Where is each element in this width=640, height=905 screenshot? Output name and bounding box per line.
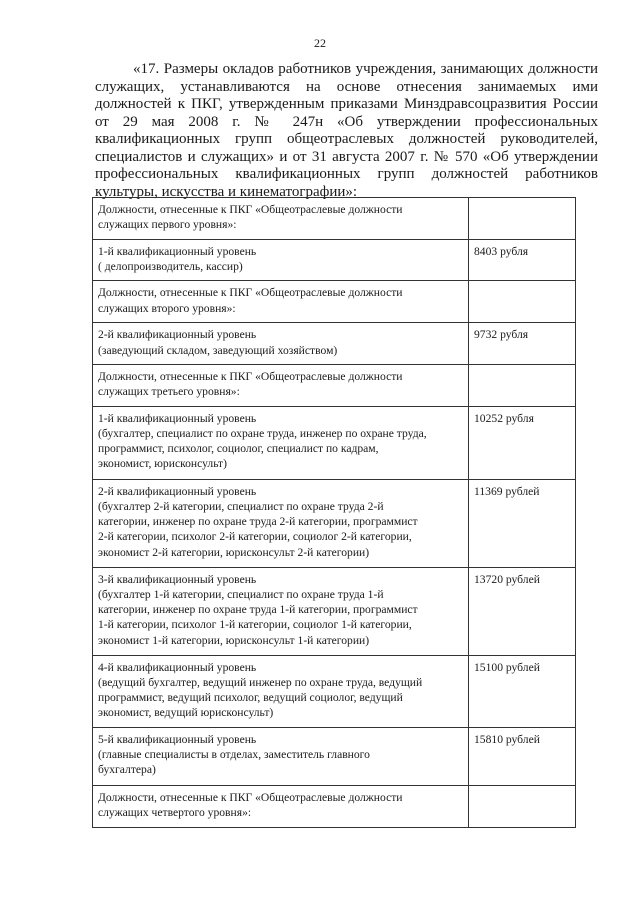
cell-line: (ведущий бухгалтер, ведущий инженер по охране труда, ведущий bbox=[98, 676, 423, 690]
cell-line: (главные специалисты в отделах, заместитель главного bbox=[98, 747, 370, 761]
cell-line: 4-й квалификационный уровень bbox=[98, 660, 257, 674]
cell-line: Должности, отнесенные к ПКГ «Общеотраслевые должности bbox=[98, 203, 403, 216]
salary-cell: 15100 рублей bbox=[469, 655, 576, 727]
salary-cell bbox=[469, 364, 576, 406]
position-cell bbox=[93, 281, 469, 323]
table-row bbox=[93, 406, 576, 479]
salary-cell: 15810 рублей bbox=[469, 727, 576, 785]
cell-line: служащих первого уровня»: bbox=[98, 218, 237, 232]
cell-line: 1-й категории, психолог 1-й категории, социолог 1-й категории, bbox=[98, 618, 412, 632]
cell-line: 2-й квалификационный уровень bbox=[98, 328, 257, 342]
salary-cell: 9732 рубля bbox=[469, 323, 576, 364]
cell-line: экономист, ведущий юрисконсульт) bbox=[98, 706, 274, 720]
table-row bbox=[93, 364, 576, 406]
cell-line: 3-й квалификационный уровень bbox=[98, 572, 257, 586]
salary-table bbox=[92, 197, 576, 828]
cell-line: экономист 1-й категории, юрисконсульт 1-й категории) bbox=[98, 633, 370, 647]
table-row bbox=[93, 281, 576, 323]
cell-line: 2-й категории, психолог 2-й категории, социолог 2-й категории, bbox=[98, 530, 412, 544]
cell-line: Должности, отнесенные к ПКГ «Общеотраслевые должности bbox=[98, 286, 403, 300]
cell-line: (бухгалтер 1-й категории, специалист по охране труда 1-й bbox=[98, 588, 384, 602]
cell-line: Должности, отнесенные к ПКГ «Общеотраслевые должности bbox=[98, 369, 403, 383]
position-cell bbox=[93, 727, 469, 785]
position-cell bbox=[93, 479, 469, 567]
salary-cell bbox=[469, 785, 576, 827]
position-cell bbox=[93, 655, 469, 727]
intro-paragraph bbox=[95, 61, 598, 201]
cell-line: служащих третьего уровня»: bbox=[98, 385, 240, 399]
salary-cell: 10252 рубля bbox=[469, 406, 576, 479]
position-cell bbox=[93, 323, 469, 364]
table-row bbox=[93, 198, 576, 240]
table-row bbox=[93, 655, 576, 727]
position-cell bbox=[93, 406, 469, 479]
cell-line: 2-й квалификационный уровень bbox=[98, 484, 257, 498]
table-row bbox=[93, 567, 576, 655]
salary-cell: 11369 рублей bbox=[469, 479, 576, 567]
cell-line: (бухгалтер, специалист по охране труда, инженер по охране труда, bbox=[98, 427, 427, 441]
cell-line: категории, инженер по охране труда 1-й категории, программист bbox=[98, 603, 418, 617]
cell-line: экономист, юрисконсульт) bbox=[98, 457, 227, 471]
page-number: 22 bbox=[314, 36, 326, 50]
position-cell bbox=[93, 785, 469, 827]
table-row bbox=[93, 323, 576, 364]
cell-line: ( делопроизводитель, кассир) bbox=[98, 260, 243, 274]
table-row bbox=[93, 785, 576, 827]
cell-line: 5-й квалификационный уровень bbox=[98, 732, 257, 746]
intro-text: «17. Размеры окладов работников учреждения, занимающих должности служащих, устанавливаются на основе отнесения занимаемых ими должностей к ПКГ, утвержденным приказами Минздравсоцразвития России от 29 мая 2008 г. № 247н «Об утверждении профессиональных квалификационных групп общеотраслевых должностей руководителей, специалистов и служащих» и от 31 августа 2007 г. № 570 «Об утверждении профессиональных квалификационных групп должностей работников культуры, искусства и кинематографии»: bbox=[95, 61, 598, 200]
salary-cell: 13720 рублей bbox=[469, 567, 576, 655]
cell-line: программист, психолог, социолог, специалист по кадрам, bbox=[98, 442, 379, 456]
cell-line: (бухгалтер 2-й категории, специалист по охране труда 2-й bbox=[98, 500, 384, 514]
cell-line: служащих четвертого уровня»: bbox=[98, 805, 252, 819]
position-cell bbox=[93, 198, 469, 240]
position-cell bbox=[93, 240, 469, 281]
cell-line: служащих второго уровня»: bbox=[98, 301, 236, 315]
cell-line: Должности, отнесенные к ПКГ «Общеотраслевые должности bbox=[98, 790, 403, 804]
salary-cell bbox=[469, 281, 576, 323]
cell-line: экономист 2-й категории, юрисконсульт 2-й категории) bbox=[98, 545, 370, 559]
position-cell bbox=[93, 364, 469, 406]
cell-line: 1-й квалификационный уровень bbox=[98, 245, 257, 258]
cell-line: категории, инженер по охране труда 2-й категории, программист bbox=[98, 515, 418, 529]
table-row bbox=[93, 240, 576, 281]
cell-line: (заведующий складом, заведующий хозяйством) bbox=[98, 343, 338, 357]
cell-line: программист, ведущий психолог, ведущий социолог, ведущий bbox=[98, 691, 403, 705]
position-cell bbox=[93, 567, 469, 655]
table-row bbox=[93, 727, 576, 785]
cell-line: 1-й квалификационный уровень bbox=[98, 411, 257, 425]
salary-cell: 8403 рубля bbox=[469, 240, 576, 281]
cell-line: бухгалтера) bbox=[98, 763, 156, 777]
salary-cell bbox=[469, 198, 576, 240]
table-row bbox=[93, 479, 576, 567]
